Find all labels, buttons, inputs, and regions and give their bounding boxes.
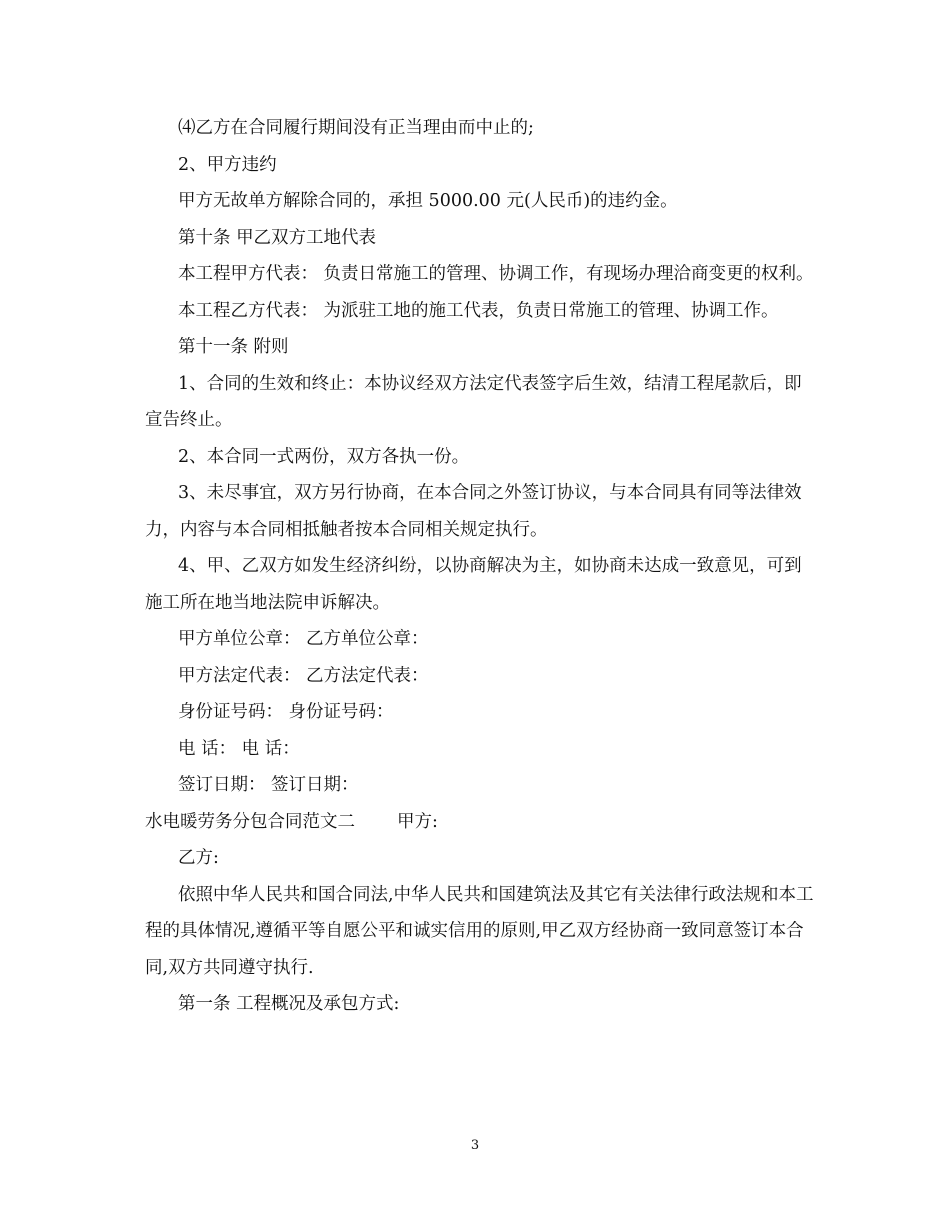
clause-heading: 2、甲方违约: [178, 154, 277, 175]
article-heading: 第十一条 附则: [178, 337, 289, 357]
second-contract-title: 水电暖劳务分包合同范文二: [145, 811, 355, 832]
document-body: [145, 110, 815, 1023]
signature-line: 甲方法定代表： 乙方法定代表：: [178, 665, 429, 686]
party-a-label: 甲方:: [397, 811, 438, 832]
clause-text: ⑷乙方在合同履行期间没有正当理由而中止的;: [178, 118, 534, 138]
clause-text: 3、未尽事宜，双方另行协商，在本合同之外签订协议，与本合同具有同等法律效力，内容与本合同相抵触者按本合同相关规定执行。: [145, 483, 802, 540]
party-b-label: 乙方:: [178, 848, 219, 868]
clause-text: 1、合同的生效和终止：本协议经双方法定代表签字后生效，结清工程尾款后，即宣告终止。: [145, 373, 802, 430]
signature-line: 电 话： 电 话：: [178, 738, 300, 759]
signature-line: 身份证号码： 身份证号码：: [178, 702, 394, 722]
clause-text: 2、本合同一式两份，双方各执一份。: [178, 446, 470, 467]
clause-text: 本工程乙方代表： 为派驻工地的施工代表，负责日常施工的管理、协调工作。: [178, 300, 779, 321]
preamble-text: 依照中华人民共和国合同法,中华人民共和国建筑法及其它有关法律行政法规和本工程的具体情况,遵循平等自愿公平和诚实信用的原则,甲乙双方经协商一致同意签订本合同,双方共同遵守执行.: [145, 884, 814, 978]
clause-text: 4、甲、乙双方如发生经济纠纷，以协商解决为主，如协商未达成一致意见，可到施工所在地当地法院申诉解决。: [145, 556, 802, 613]
second-contract-title-line: [145, 804, 815, 841]
article-heading: 第一条 工程概况及承包方式:: [178, 994, 400, 1014]
article-heading: 第十条 甲乙双方工地代表: [178, 227, 377, 248]
signature-line: 签订日期： 签订日期：: [178, 775, 359, 795]
clause-text: 本工程甲方代表： 负责日常施工的管理、协调工作，有现场办理洽商变更的权利。: [178, 264, 814, 284]
signature-line: 甲方单位公章： 乙方单位公章：: [178, 629, 429, 649]
clause-text: 甲方无故单方解除合同的，承担 5000.00 元(人民币)的违约金。: [178, 191, 678, 211]
page-number: 3: [470, 1138, 480, 1153]
